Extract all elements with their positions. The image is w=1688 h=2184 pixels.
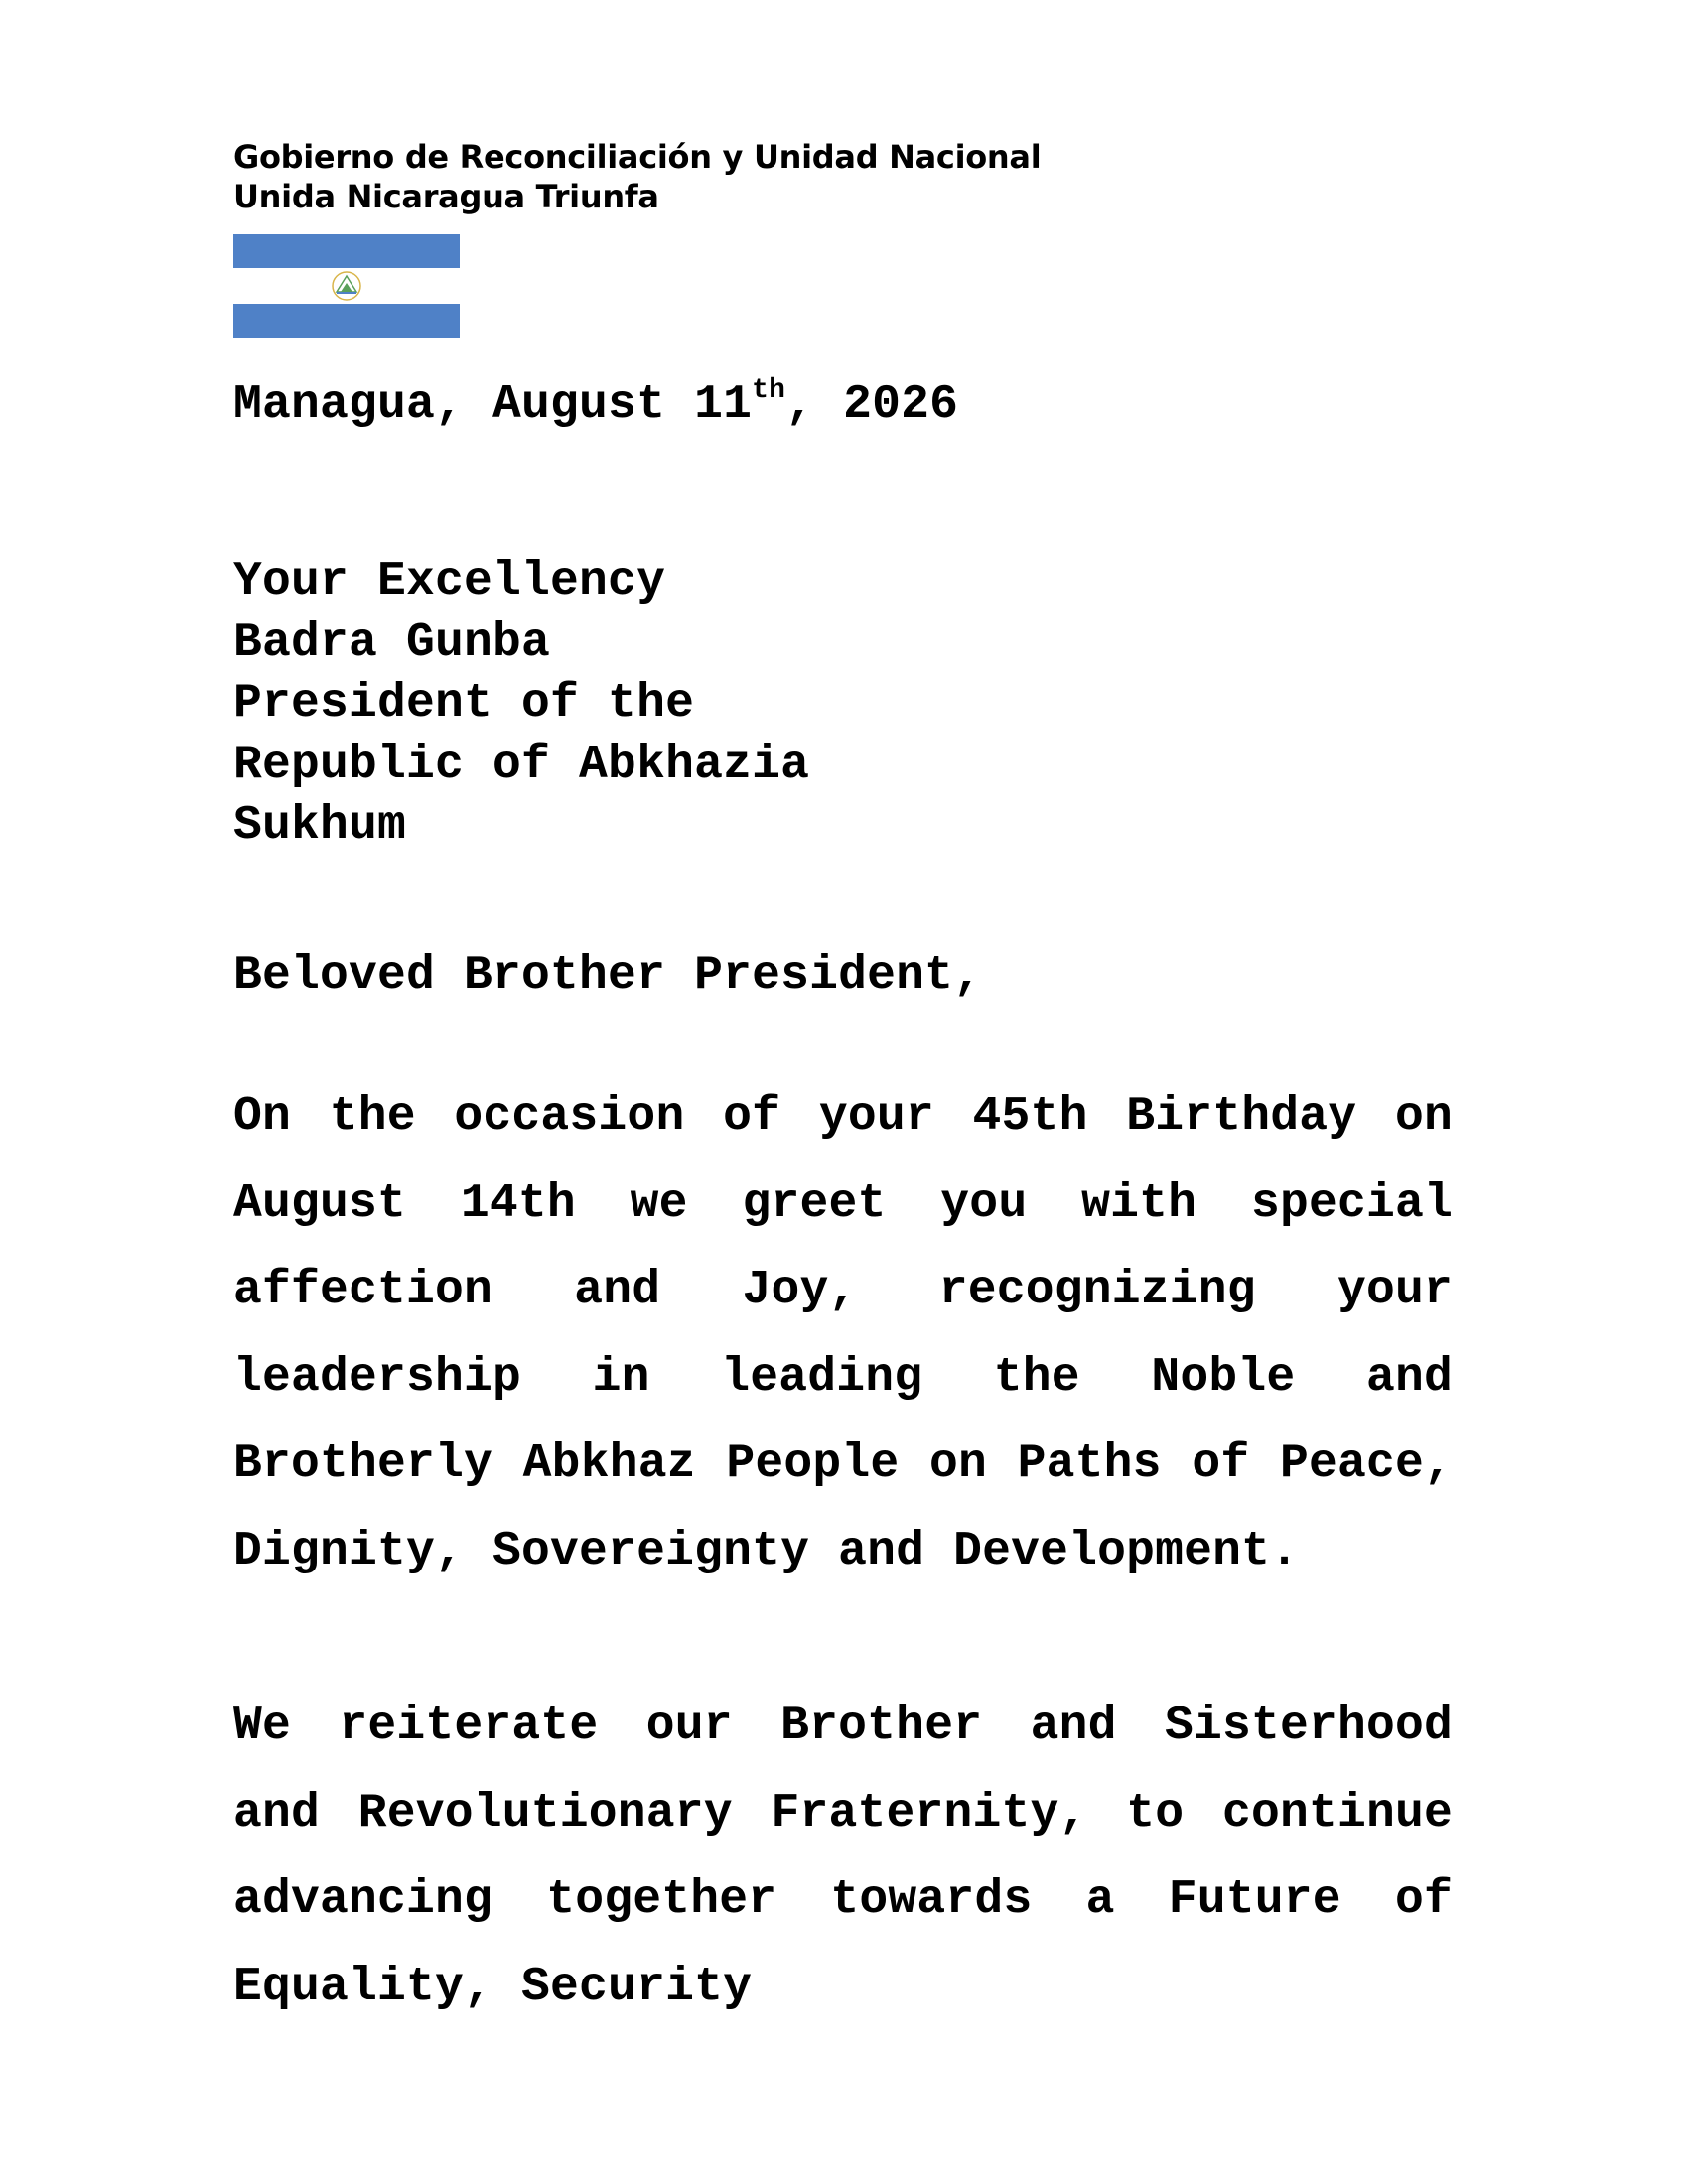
date-ordinal-suffix: th	[752, 375, 786, 406]
letterhead	[233, 137, 1041, 216]
letterhead-government-name: Gobierno de Reconciliación y Unidad Nacional	[233, 138, 1042, 176]
recipient-title: President of the	[233, 677, 695, 731]
recipient-city: Sukhum	[233, 799, 407, 853]
recipient-country: Republic of Abkhazia	[233, 738, 810, 792]
letter-date	[233, 377, 958, 433]
recipient-name: Badra Gunba	[233, 615, 551, 670]
nicaragua-flag-icon	[233, 234, 460, 338]
body-paragraph-1: On the occasion of your 45th Birthday on August 14th we greet you with special affection and Joy, recognizing your leadership in leading the Noble and Brotherly Abkhaz People on Paths of Peace, Dignity, Sovereignty and Development.	[233, 1090, 1453, 1578]
body-paragraph-2: We reiterate our Brother and Sisterhood and Revolutionary Fraternity, to continue advancing together towards a Future of Equality, Security	[233, 1700, 1453, 2014]
recipient-address	[233, 552, 809, 858]
recipient-honorific: Your Excellency	[233, 555, 666, 609]
date-prefix: Managua, August 11	[233, 378, 753, 432]
letterhead-slogan: Unida Nicaragua Triunfa	[233, 178, 659, 215]
salutation: Beloved Brother President,	[233, 949, 983, 1003]
date-year: , 2026	[785, 378, 959, 432]
